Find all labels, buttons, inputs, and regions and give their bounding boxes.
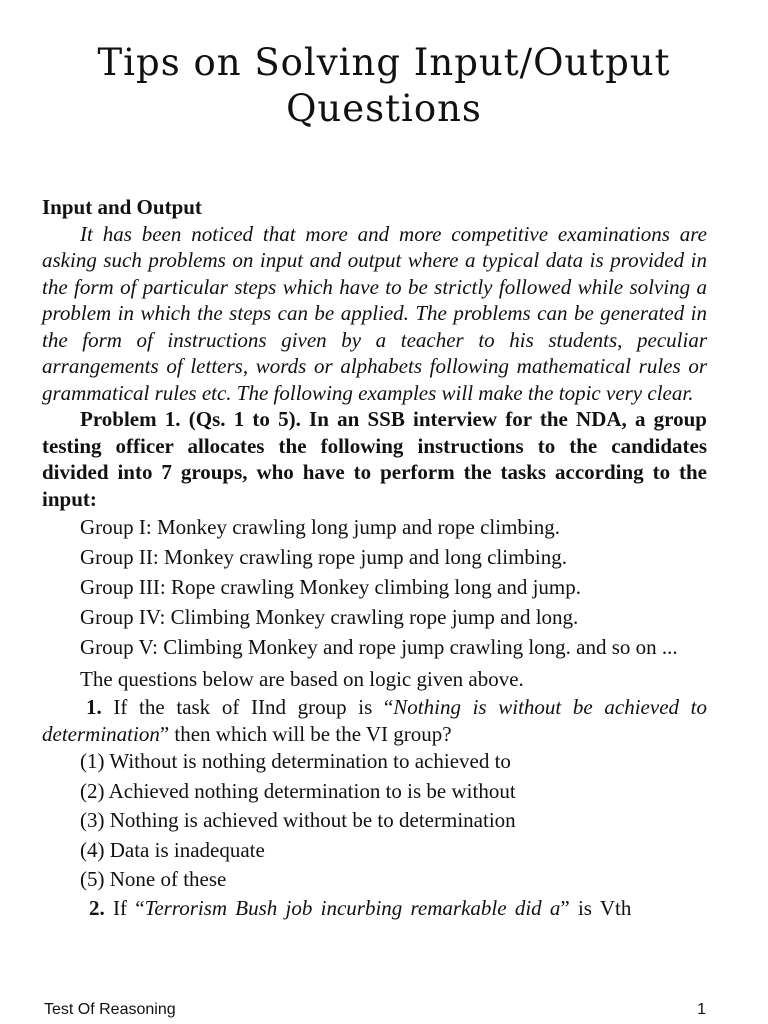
group-item: Group II: Monkey crawling rope jump and long climbing. <box>80 545 567 569</box>
option-item: (5) None of these <box>80 867 227 891</box>
document-body <box>42 194 707 921</box>
group-item: Group III: Rope crawling Monkey climbing long and jump. <box>80 575 581 599</box>
question-text: If “ <box>104 895 145 920</box>
question-italic-text: Nothing is without be achieved to determination <box>42 695 708 746</box>
option-item: (4) Data is inadequate <box>80 837 265 862</box>
question-1 <box>42 694 707 747</box>
section-heading: Input and Output <box>42 195 202 219</box>
question-number: 2. <box>89 895 105 920</box>
question-text: ” then which will be the VI group? <box>159 721 452 746</box>
page-number: 1 <box>697 1001 706 1018</box>
group-item: Group IV: Climbing Monkey crawling rope jump and long. <box>80 605 579 629</box>
questions-intro: The questions below are based on logic given above. <box>80 667 524 691</box>
question-text: If the task of IInd group is “ <box>101 695 394 719</box>
question-2 <box>42 895 707 922</box>
page-title-line-1: Tips on Solving Input/Output <box>97 41 671 84</box>
page-title <box>40 40 728 132</box>
problem-statement: Problem 1. (Qs. 1 to 5). In an SSB interview for the NDA, a group testing officer allocates the following instructions to the candidates divided into 7 groups, who have to perform the tasks according to the input: <box>42 407 707 511</box>
question-italic-text: Terrorism Bush job incurbing remarkable did a <box>144 895 561 920</box>
group-item: Group I: Monkey crawling long jump and rope climbing. <box>80 515 560 539</box>
option-item: (3) Nothing is achieved without be to determination <box>80 808 516 832</box>
question-text: ” is Vth <box>560 895 632 920</box>
option-item: (1) Without is nothing determination to achieved to <box>80 749 511 773</box>
page-title-line-2: Questions <box>286 87 482 130</box>
intro-paragraph: It has been noticed that more and more competitive examinations are asking such problems on input and output where a typical data is provided in the form of particular steps which have to be strictly followed while solving a problem in which the steps can be applied. The problems can be generated in the form of instructions given by a teacher to his students, peculiar arrangements of letters, words or alphabets following mathematical rules or grammatical rules etc. The following examples will make the topic very clear. <box>42 221 707 405</box>
group-item: Group V: Climbing Monkey and rope jump crawling long. and so on ... <box>80 635 678 659</box>
question-1-options <box>42 747 707 895</box>
footer-book-title: Test Of Reasoning <box>44 1001 176 1018</box>
option-item: (2) Achieved nothing determination to is be without <box>80 778 516 803</box>
question-number: 1. <box>86 695 102 719</box>
group-list <box>42 512 707 662</box>
